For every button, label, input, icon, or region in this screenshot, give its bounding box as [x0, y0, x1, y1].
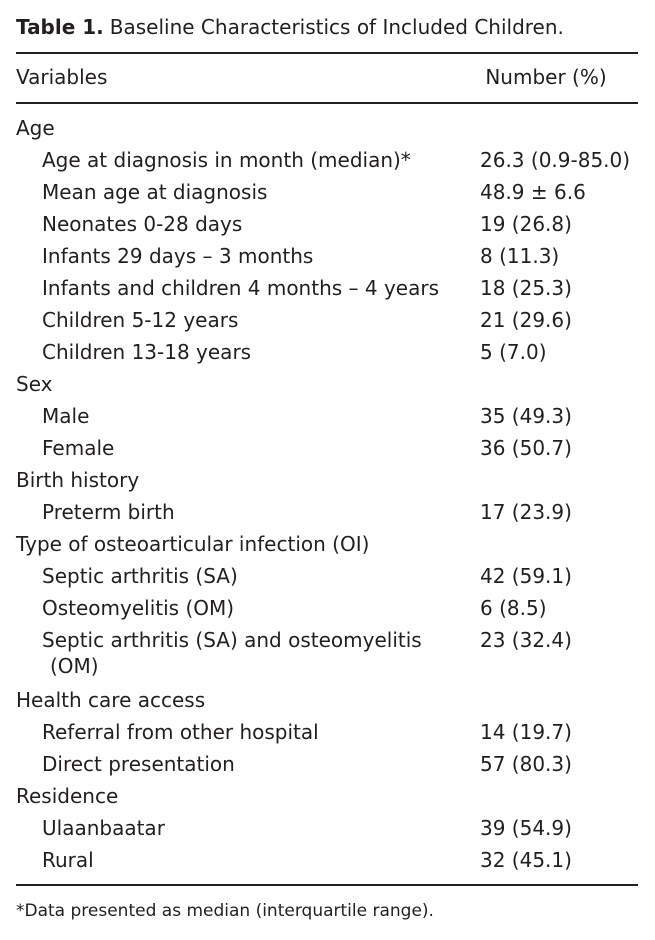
table-body: [16, 112, 640, 876]
table-row: [16, 304, 640, 336]
row-value: 23 (32.4): [480, 628, 572, 652]
group-label: Type of osteoarticular infection (OI): [16, 532, 370, 556]
table-row: [16, 176, 640, 208]
row-label: Age at diagnosis in month (median)*: [42, 148, 411, 172]
row-value: [466, 112, 640, 115]
row-value: 36 (50.7): [480, 436, 572, 460]
table-row: [16, 812, 640, 844]
group-label: Health care access: [16, 688, 206, 712]
table-row: [16, 496, 640, 528]
row-value: 8 (11.3): [480, 244, 560, 268]
table-group-row: [16, 112, 640, 144]
row-value: [466, 368, 640, 371]
table-row: [16, 748, 640, 780]
row-label: Infants and children 4 months – 4 years: [42, 276, 440, 300]
row-label: Direct presentation: [42, 752, 235, 776]
row-value: 18 (25.3): [480, 276, 572, 300]
row-value: 48.9 ± 6.6: [480, 180, 586, 204]
table-row: [16, 144, 640, 176]
row-value: [466, 684, 640, 687]
column-header-variables: Variables: [16, 65, 108, 89]
top-rule: [16, 52, 638, 54]
row-label: Rural: [42, 848, 94, 872]
table-row: [16, 400, 640, 432]
row-label: Ulaanbaatar: [42, 816, 165, 840]
table-row: [16, 240, 640, 272]
row-value: 19 (26.8): [480, 212, 572, 236]
table-row: [16, 844, 640, 876]
row-value: 39 (54.9): [480, 816, 572, 840]
table-caption: [16, 14, 564, 40]
bottom-rule: [16, 884, 638, 886]
row-label: Children 5-12 years: [42, 308, 239, 332]
row-label: Septic arthritis (SA): [42, 564, 238, 588]
row-label: Mean age at diagnosis: [42, 180, 268, 204]
row-value: 5 (7.0): [480, 340, 547, 364]
row-value: [466, 780, 640, 783]
table-row: [16, 432, 640, 464]
table-group-row: [16, 528, 640, 560]
row-value: 42 (59.1): [480, 564, 572, 588]
row-value: 17 (23.9): [480, 500, 572, 524]
row-label: Referral from other hospital: [42, 720, 319, 744]
table-group-row: [16, 684, 640, 716]
table-row: [16, 592, 640, 624]
row-value: [466, 528, 640, 531]
row-label: Neonates 0-28 days: [42, 212, 243, 236]
table-row: [16, 716, 640, 748]
row-value: 35 (49.3): [480, 404, 572, 428]
row-value: 57 (80.3): [480, 752, 572, 776]
row-label: Preterm birth: [42, 500, 175, 524]
row-value: 21 (29.6): [480, 308, 572, 332]
group-label: Age: [16, 116, 55, 140]
row-value: [466, 464, 640, 467]
group-label: Sex: [16, 372, 53, 396]
row-label: Male: [42, 404, 90, 428]
row-label-continuation: (OM): [50, 654, 99, 678]
column-header-number: Number (%): [485, 65, 607, 89]
row-label-line: Septic arthritis (SA) and osteomyelitis: [42, 628, 422, 652]
table-row: [16, 208, 640, 240]
table-group-row: [16, 368, 640, 400]
table-caption-label: Table 1.: [16, 15, 104, 39]
row-value: 32 (45.1): [480, 848, 572, 872]
table-row: [16, 272, 640, 304]
header-rule: [16, 102, 638, 104]
table-row: [16, 560, 640, 592]
table-footnote: *Data presented as median (interquartile range).: [16, 901, 434, 921]
table-row: [16, 624, 640, 684]
row-label: Female: [42, 436, 115, 460]
table-group-row: [16, 780, 640, 812]
row-value: 14 (19.7): [480, 720, 572, 744]
row-label: Osteomyelitis (OM): [42, 596, 235, 620]
row-label: Infants 29 days – 3 months: [42, 244, 314, 268]
group-label: Residence: [16, 784, 119, 808]
table-caption-title: Baseline Characteristics of Included Children.: [109, 15, 564, 39]
row-value: 6 (8.5): [480, 596, 547, 620]
table-group-row: [16, 464, 640, 496]
row-label: Children 13-18 years: [42, 340, 252, 364]
group-label: Birth history: [16, 468, 140, 492]
row-label: [16, 624, 466, 679]
row-value: 26.3 (0.9-85.0): [480, 148, 631, 172]
table-row: [16, 336, 640, 368]
